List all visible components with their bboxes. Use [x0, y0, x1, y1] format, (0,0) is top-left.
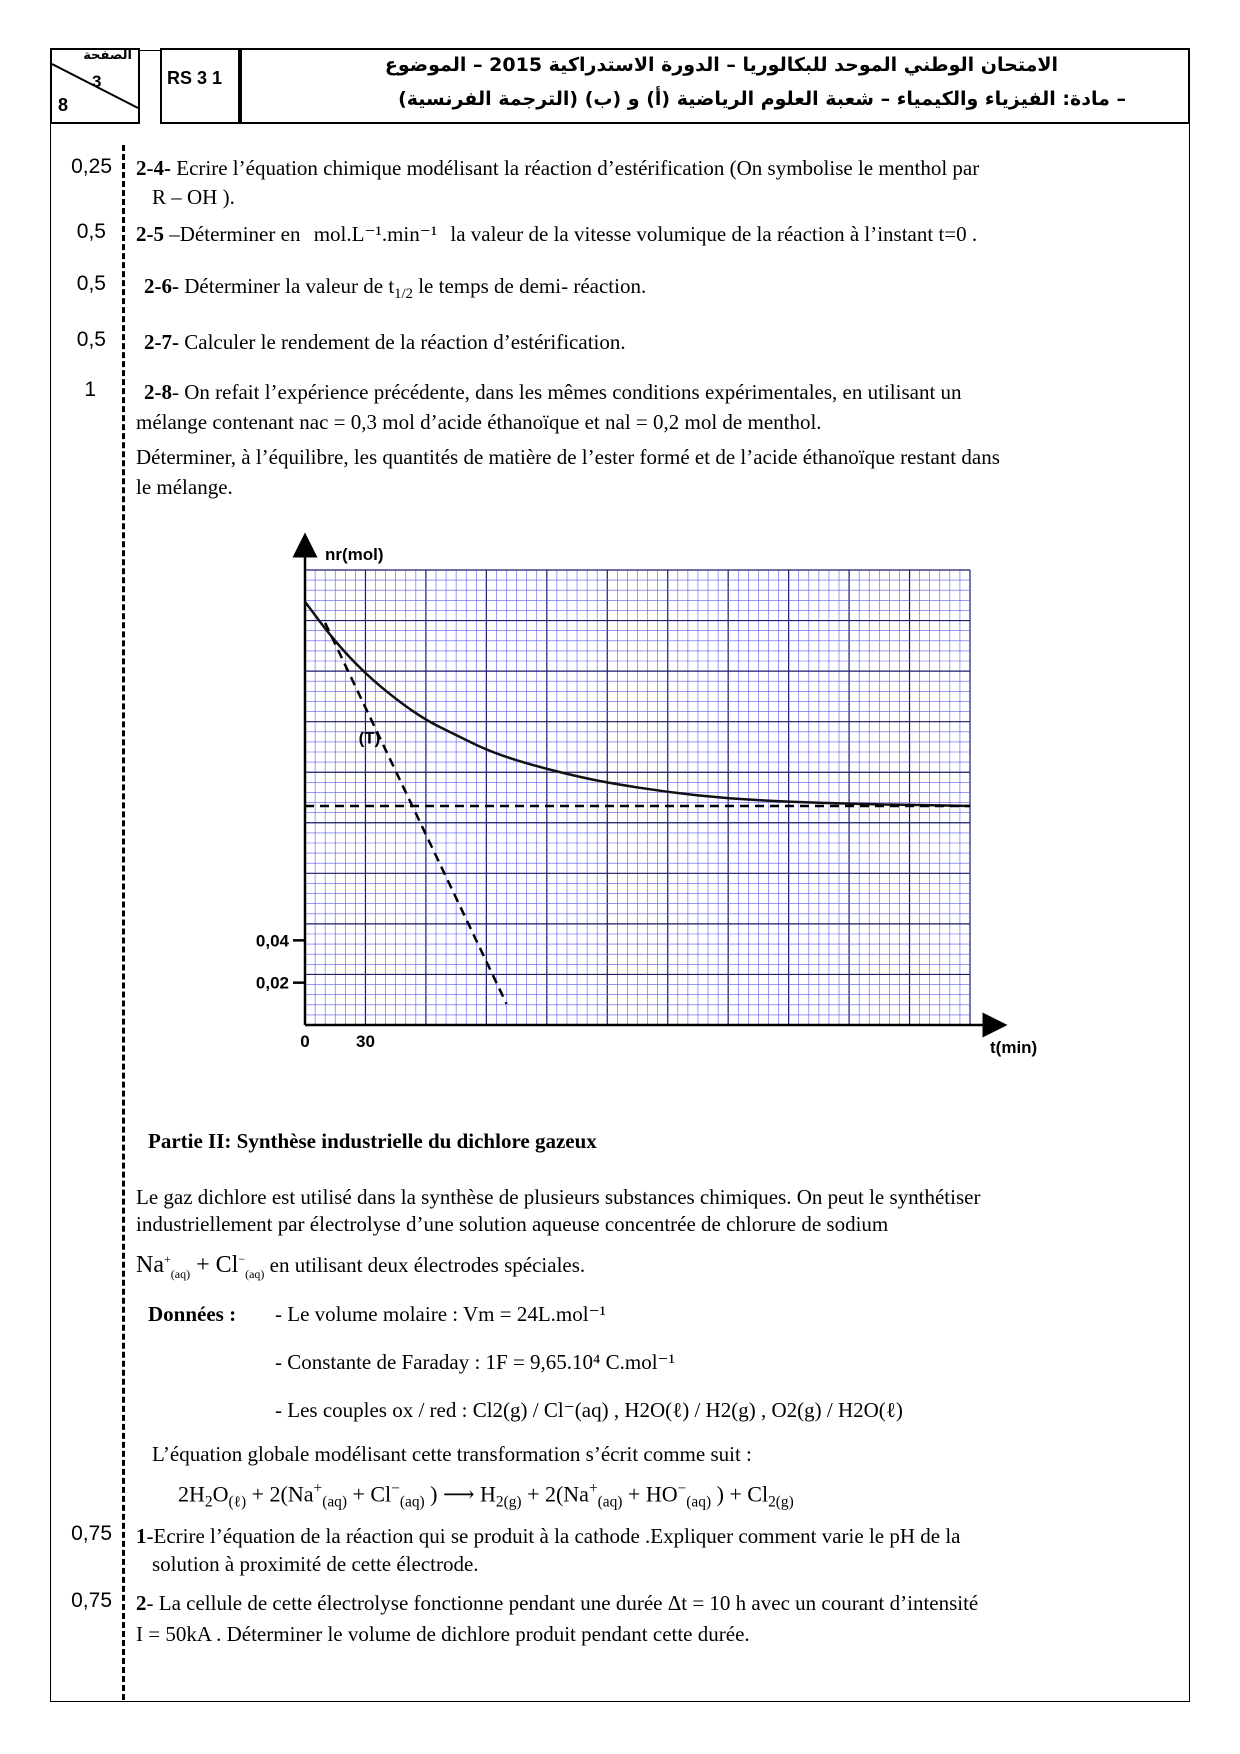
part2-intro2: industriellement par électrolyse d’une solution aqueuse concentrée de chlorure de sodium	[136, 1212, 889, 1236]
question-2-4: 2-4- Ecrire l’équation chimique modélisant la réaction d’estérification (On symbolise le menthol par	[136, 156, 980, 180]
score-q28: 1	[84, 378, 96, 401]
score-q25: 0,5	[76, 220, 106, 243]
question-2-4-line2: R – OH ).	[152, 185, 235, 209]
x-tick-label: 0	[300, 1032, 310, 1051]
part2-question-2: 2- La cellule de cette électrolyse fonctionne pendant une durée Δt = 10 h avec un courant d’intensité	[136, 1591, 979, 1615]
y-axis-label: nr(mol)	[325, 545, 384, 564]
tangent-label: (T)	[358, 728, 381, 748]
question-2-8-line2: mélange contenant nac = 0,3 mol d’acide éthanoïque et nal = 0,2 mol de menthol.	[136, 410, 822, 434]
global-equation: $2H_2O_{(\ell)} + 2(Na^+_{(aq)} + Cl^-_{(aq)}$ ) ⟶ $H_{2(g)} + 2(Na^+_{(aq)} + HO^-_{(aq)}$ ) + $Cl_{2(g)}$	[178, 1480, 794, 1511]
chart-labels	[256, 545, 1037, 1057]
y-tick-label: 0,04	[255, 931, 289, 951]
donnee-faraday: - Constante de Faraday : 1F = 9,65.10⁴ C.mol⁻¹	[275, 1350, 675, 1374]
code-box	[160, 48, 240, 124]
part2-question-1: 1-Ecrire l’équation de la réaction qui se produit à la cathode .Expliquer comment varie le pH de la	[136, 1524, 961, 1548]
score-q27: 0,5	[76, 328, 106, 351]
page-label: الصفحة	[83, 48, 132, 63]
question-2-5: 2-5 –Déterminer en mol.L⁻¹.min⁻¹ la valeur de la vitesse volumique de la réaction à l’instant t=0 .	[136, 222, 978, 246]
header-line1: الامتحان الوطني الموحد للبكالوريا – الدورة الاستدراكية 2015 – الموضوع	[384, 54, 1058, 76]
part2-title: Partie II: Synthèse industrielle du dichlore gazeux	[148, 1129, 597, 1153]
question-2-8: 2-8- On refait l’expérience précédente, dans les mêmes conditions expérimentales, en utilisant un	[144, 380, 962, 404]
score-q24: 0,25	[71, 155, 112, 178]
page-total: 8	[58, 95, 69, 115]
question-2-8-line4: le mélange.	[136, 475, 233, 499]
score-q26: 0,5	[76, 272, 106, 295]
x-tick-label: 30	[355, 1032, 375, 1051]
y-tick-label: 0,02	[255, 973, 289, 993]
question-2-6: 2-6- Déterminer la valeur de $t_{1/2}$ le temps de demi- réaction.	[144, 274, 647, 303]
title-box	[240, 48, 1190, 124]
part2-question-1-line2: solution à proximité de cette électrode.	[152, 1552, 479, 1576]
donnee-couples: - Les couples ox / red : Cl2(g) / Cl⁻(aq) , H2O(ℓ) / H2(g) , O2(g) / H2O(ℓ)	[275, 1398, 903, 1422]
part2-question-2-line2: I = 50kA . Déterminer le volume de dichlore produit pendant cette durée.	[136, 1622, 750, 1646]
score-p2q2: 0,75	[71, 1589, 112, 1612]
part2-intro3: $Na^+_{(aq)} + Cl^-_{(aq)}$ en utilisant deux électrodes spéciales.	[136, 1252, 586, 1281]
question-2-8-line3: Déterminer, à l’équilibre, les quantités de matière de l’ester formé et de l’acide éthanoïque restant dans	[136, 445, 1000, 469]
header-line2: – مادة: الفيزياء والكيمياء – شعبة العلوم الرياضية (أ) و (ب) (الترجمة الفرنسية)	[398, 88, 1126, 110]
page-num: 3	[92, 72, 102, 91]
part2-intro1: Le gaz dichlore est utilisé dans la synthèse de plusieurs substances chimiques. On peut le synthétiser	[136, 1185, 981, 1209]
donnees-label: Données :	[148, 1302, 237, 1326]
exam-code: RS 3 1	[167, 68, 223, 88]
equation-intro: L’équation globale modélisant cette transformation s’écrit comme suit :	[152, 1442, 752, 1466]
donnee-molar-volume: - Le volume molaire : Vm = 24L.mol⁻¹	[275, 1302, 606, 1326]
chart-grid	[305, 570, 970, 1025]
margin-dashed-line	[122, 145, 125, 1700]
question-2-7: 2-7- Calculer le rendement de la réaction d’estérification.	[144, 330, 626, 354]
score-p2q1: 0,75	[71, 1522, 112, 1545]
x-axis-label: t(min)	[990, 1038, 1038, 1057]
chart-axes	[293, 545, 995, 1025]
concentration-chart	[240, 520, 1140, 1100]
page-number-box	[50, 48, 140, 124]
